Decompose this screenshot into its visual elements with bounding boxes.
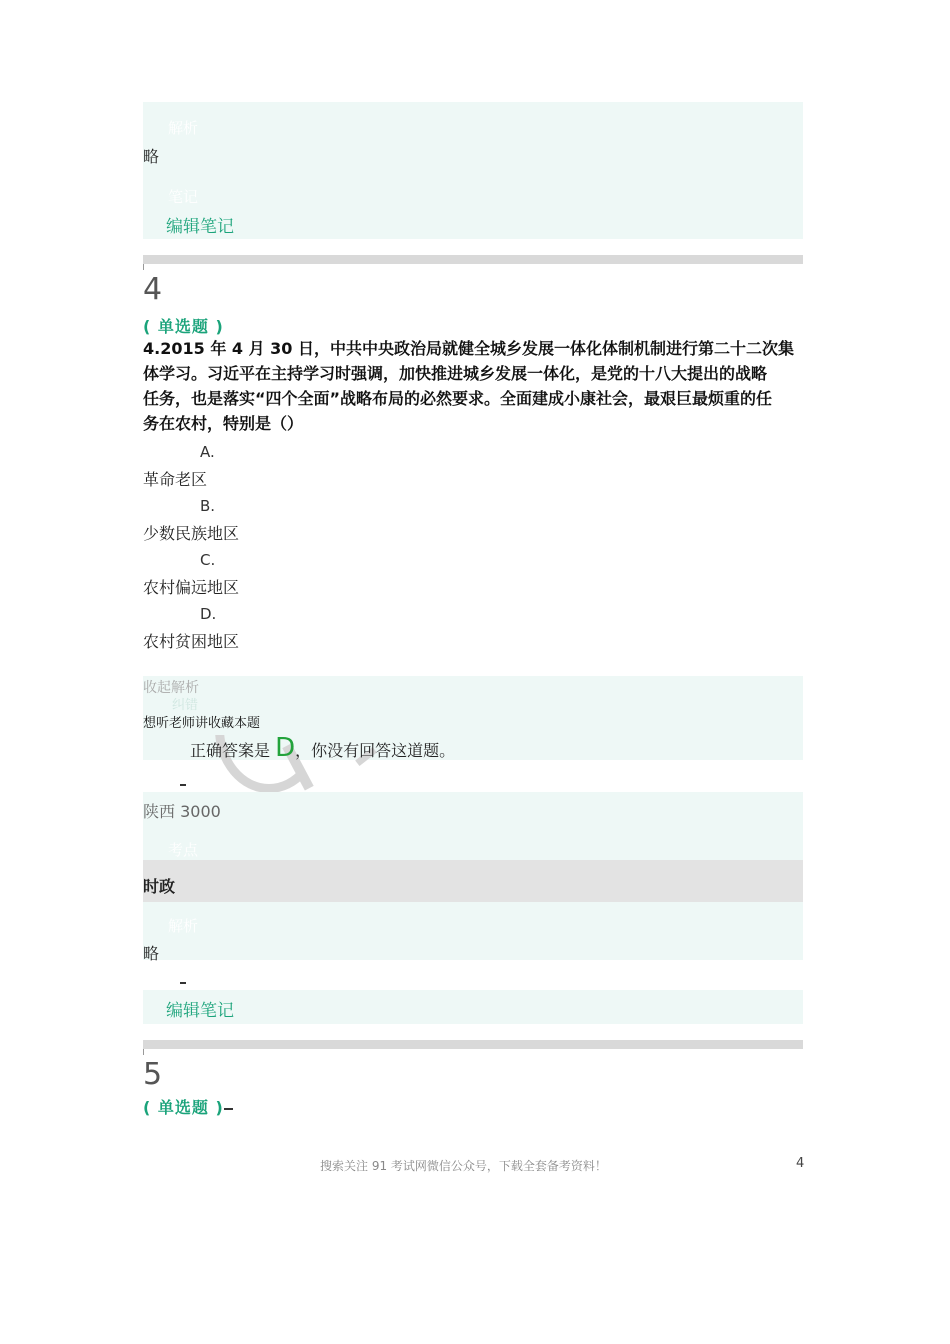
- question-stem-line: 体学习。习近平在主持学习时强调，加快推进城乡发展一体化，是党的十八大提出的战略: [143, 364, 768, 383]
- option-a-letter: A.: [200, 443, 215, 461]
- question-source: 陕西 3000: [143, 802, 221, 821]
- separator-bar: [143, 255, 803, 264]
- prev-analysis-panel: [143, 102, 803, 239]
- question-number: 4: [143, 272, 163, 307]
- question-stem-line: 4.2015 年 4 月 30 日，中共中央政治局就健全城乡发展一体化体制机制进行第二十二次集: [143, 339, 794, 358]
- question-stem-line: 务在农村，特别是（）: [143, 414, 304, 433]
- prev-analysis-label: 解析: [168, 119, 199, 137]
- analysis-panel: [143, 902, 803, 960]
- correct-answer-line: [190, 733, 455, 763]
- exam-point-label: 考点: [168, 841, 199, 859]
- note-panel: [143, 990, 803, 1024]
- exam-point-row: [143, 860, 803, 902]
- small-mark: [180, 784, 186, 786]
- answer-letter: D: [275, 733, 296, 763]
- separator-tick: [143, 1049, 144, 1055]
- exam-point-value: 时政: [143, 877, 176, 896]
- separator-bar: [143, 1040, 803, 1049]
- analysis-text: 略: [143, 944, 160, 963]
- answer-suffix: ，你没有回答这道题。: [295, 741, 456, 760]
- option-d[interactable]: 农村贫困地区: [143, 632, 240, 651]
- option-a[interactable]: 革命老区: [143, 470, 208, 489]
- small-mark: [180, 982, 186, 984]
- collapse-analysis-link[interactable]: 收起解析: [143, 680, 199, 696]
- small-mark: [224, 1108, 233, 1110]
- option-b-letter: B.: [200, 497, 216, 515]
- option-d-letter: D.: [200, 605, 217, 623]
- prev-analysis-text: 略: [143, 147, 160, 166]
- option-c-letter: C.: [200, 551, 216, 569]
- analysis-label: 解析: [168, 917, 199, 935]
- source-panel: [143, 792, 803, 860]
- option-c[interactable]: 农村偏远地区: [143, 578, 240, 597]
- prev-note-label: 笔记: [168, 188, 199, 206]
- separator-tick: [143, 264, 144, 270]
- next-question-type: ( 单选题 ): [143, 1098, 224, 1117]
- option-b[interactable]: 少数民族地区: [143, 524, 240, 543]
- question-stem: [143, 336, 808, 436]
- correction-link[interactable]: 纠错: [172, 698, 199, 713]
- prev-edit-note-button[interactable]: 编辑笔记: [166, 217, 234, 237]
- answer-prefix: 正确答案是: [190, 741, 271, 760]
- listen-teacher-link[interactable]: 想听老师讲收藏本题: [143, 716, 261, 731]
- question-stem-line: 任务，也是落实“四个全面”战略布局的必然要求。全面建成小康社会，最艰巨最烦重的任: [143, 389, 773, 408]
- question-type: ( 单选题 ): [143, 317, 224, 336]
- edit-note-button[interactable]: 编辑笔记: [166, 1001, 234, 1021]
- footer-text: 搜索关注 91 考试网微信公众号，下载全套备考资料！: [320, 1159, 607, 1173]
- page-number: 4: [796, 1156, 805, 1171]
- next-question-number: 5: [143, 1057, 163, 1092]
